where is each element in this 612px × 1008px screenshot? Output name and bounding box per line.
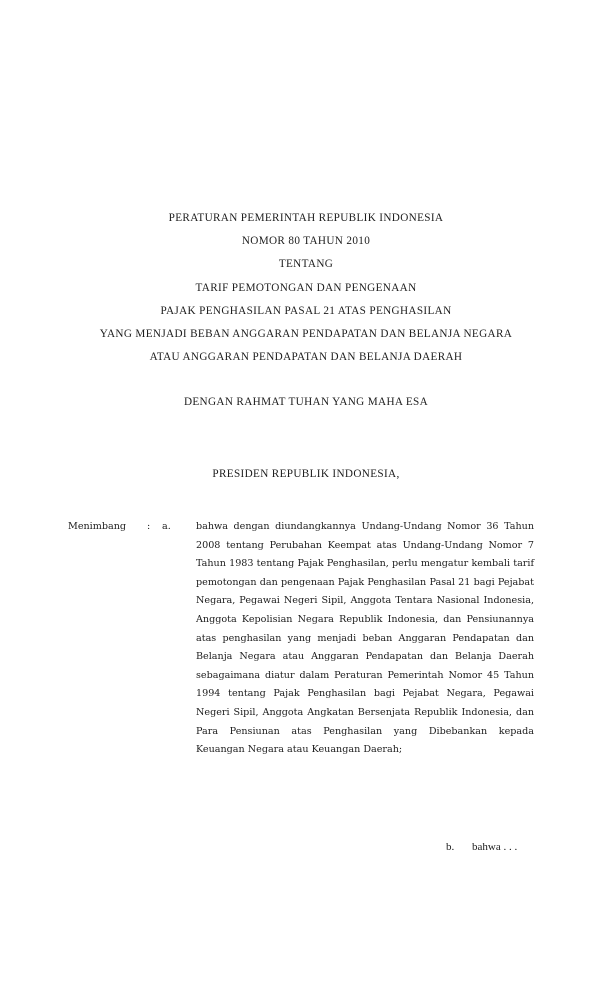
heading-line-subject-3: YANG MENJADI BEBAN ANGGARAN PENDAPATAN DAN BELANJA NEGARA [99,328,513,341]
page-catchword [0,838,612,856]
heading-line-regulation-type: PERATURAN PEMERINTAH REPUBLIK INDONESIA [168,212,444,224]
consideration-marker-a: a. [162,521,171,532]
catchword-marker: b. [446,841,455,853]
heading-line-subject-2: PAJAK PENGHASILAN PASAL 21 ATAS PENGHASILAN [160,304,452,317]
considerations-label: Menimbang [68,521,127,532]
catchword-text: bahwa . . . [472,841,518,853]
heading-line-tentang: TENTANG [278,258,334,271]
heading-line-subject-4: ATAU ANGGARAN PENDAPATAN DAN BELANJA DAERAH [149,351,463,364]
considerations-separator: : [147,521,151,532]
issuer-line: PRESIDEN REPUBLIK INDONESIA, [212,468,400,480]
heading-line-subject-1: TARIF PEMOTONGAN DAN PENGENAAN [195,281,417,294]
consideration-text-a: bahwa dengan diundangkannya Undang-Undang Nomor 36 Tahun 2008 tentang Perubahan Keempat atas Undang-Undang Nomor 7 Tahun 1983 tentang Pajak Penghasilan, perlu mengatur kembali tarif pemotongan dan pengenaan Pajak Penghasilan Pasal 21 bagi Pejabat Negara, Pegawai Negeri Sipil, Anggota Tentara Nasional Indonesia, Anggota Kepolisian Negara Republik Indonesia, dan Pensiunannya atas penghasilan yang menjadi beban Anggaran Pendapatan dan Belanja Negara atau Anggaran Pendapatan dan Belanja Daerah sebagaimana diatur dalam Peraturan Pemerintah Nomor 45 Tahun 1994 tentang Pajak Penghasilan bagi Pejabat Negara, Pegawai Negeri Sipil, Anggota Angkatan Bersenjata Republik Indonesia, dan Para Pensiunan atas Penghasilan yang Dibebankan kepada Keuangan Negara atau Keuangan Daerah; [196,521,534,756]
invocation-line: DENGAN RAHMAT TUHAN YANG MAHA ESA [183,396,429,408]
document-heading [0,207,612,369]
heading-line-number: NOMOR 80 TAHUN 2010 [241,235,371,248]
